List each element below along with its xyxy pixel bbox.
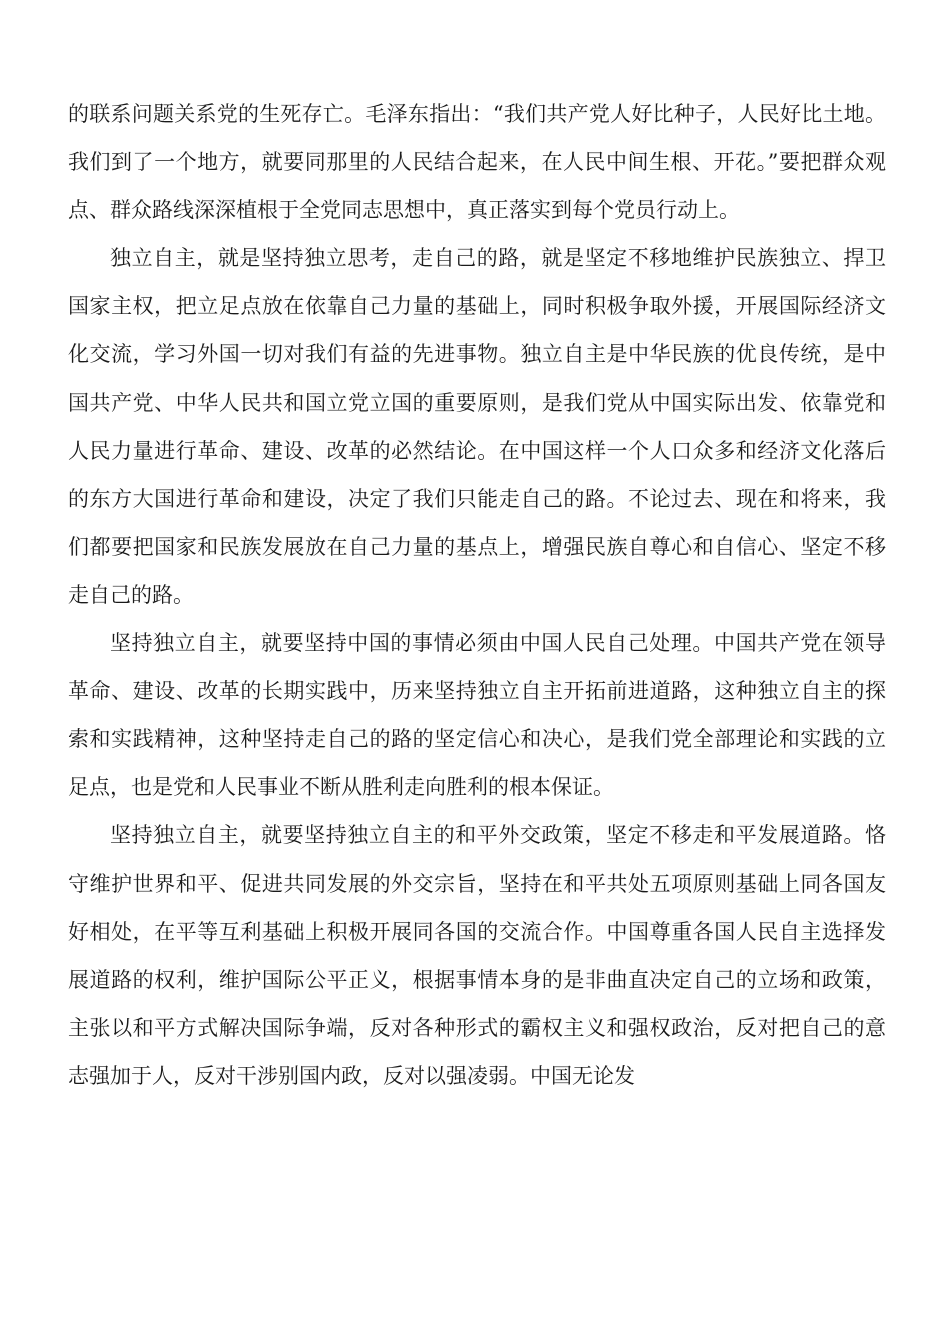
document-page <box>68 90 886 1100</box>
paragraph-3: 坚持独立自主，就要坚持中国的事情必须由中国人民自己处理。中国共产党在领导革命、建设、改革的长期实践中，历来坚持独立自主开拓前进道路，这种独立自主的探索和实践精神，这种坚持走自己的路的坚定信心和决心，是我们党全部理论和实践的立足点，也是党和人民事业不断从胜利走向胜利的根本保证。 <box>68 631 886 800</box>
paragraph-4: 坚持独立自主，就要坚持独立自主的和平外交政策，坚定不移走和平发展道路。恪守维护世界和平、促进共同发展的外交宗旨，坚持在和平共处五项原则基础上同各国友好相处，在平等互利基础上积极开展同各国的交流合作。中国尊重各国人民自主选择发展道路的权利，维护国际公平正义，根据事情本身的是非曲直决定自己的立场和政策，主张以和平方式解决国际争端，反对各种形式的霸权主义和强权政治，反对把自己的意志强加于人，反对干涉别国内政，反对以强凌弱。中国无论发 <box>68 823 886 1088</box>
paragraph-1: 的联系问题关系党的生死存亡。毛泽东指出：“我们共产党人好比种子，人民好比土地。我们到了一个地方，就要同那里的人民结合起来，在人民中间生根、开花。”要把群众观点、群众路线深深植根于全党同志思想中，真正落实到每个党员行动上。 <box>68 102 886 223</box>
paragraph-2: 独立自主，就是坚持独立思考，走自己的路，就是坚定不移地维护民族独立、捍卫国家主权，把立足点放在依靠自己力量的基础上，同时积极争取外援，开展国际经济文化交流，学习外国一切对我们有益的先进事物。独立自主是中华民族的优良传统，是中国共产党、中华人民共和国立党立国的重要原则，是我们党从中国实际出发、依靠党和人民力量进行革命、建设、改革的必然结论。在中国这样一个人口众多和经济文化落后的东方大国进行革命和建设，决定了我们只能走自己的路。不论过去、现在和将来，我们都要把国家和民族发展放在自己力量的基点上，增强民族自尊心和自信心、坚定不移走自己的路。 <box>68 246 886 607</box>
